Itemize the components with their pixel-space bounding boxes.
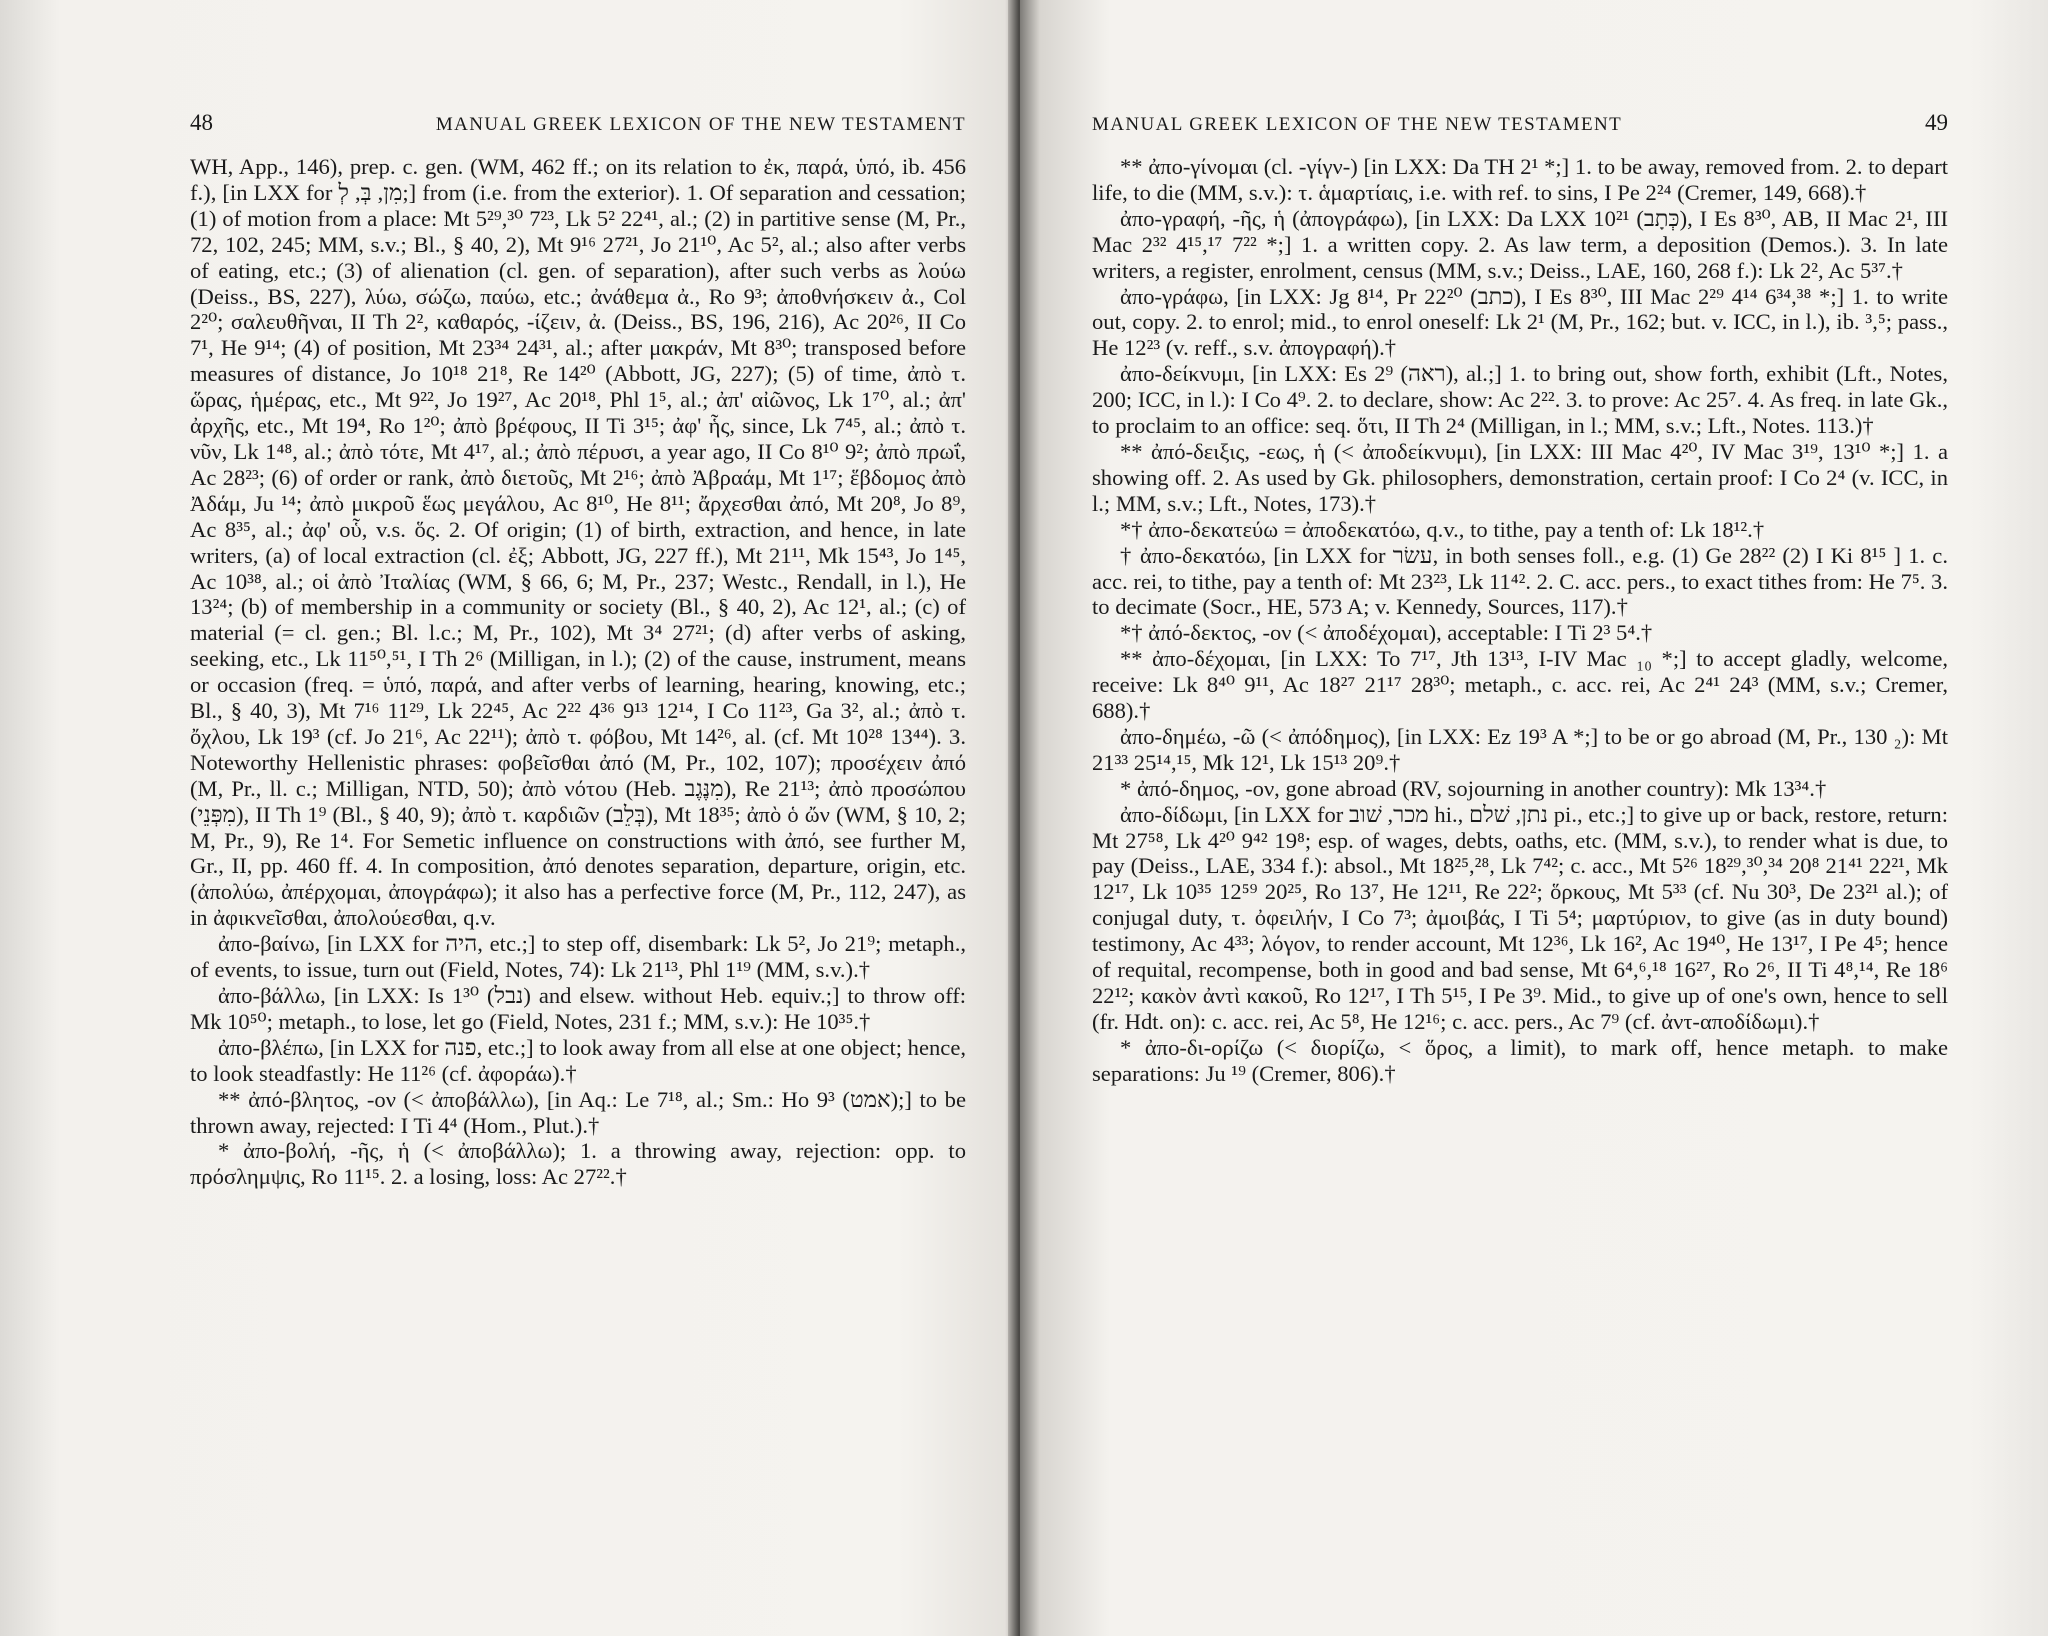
lexicon-entry: ἀπο-βαίνω, [in LXX for היה, etc.;] to step off, disembark: Lk 5², Jo 21⁹; metaph., of events, to issue, turn out (Field, Notes, 74): Lk 21¹³, Phl 1¹⁹ (MM, s.v.).† <box>190 931 966 983</box>
lexicon-entry: ἀπο-βλέπω, [in LXX for פנה, etc.;] to look away from all else at one object; hence, to look steadfastly: He 11²⁶ (cf. ἀφοράω).† <box>190 1034 966 1086</box>
right-body-text <box>1092 154 1948 1087</box>
lexicon-entry: * ἀπο-βολή, -ῆς, ἡ (< ἀποβάλλω); 1. a throwing away, rejection: opp. to πρόσλημψις, Ro 11¹⁵. 2. a losing, loss: Ac 27²².† <box>190 1138 966 1190</box>
lexicon-entry: ** ἀπό-δειξις, -εως, ἡ (< ἀποδείκνυμι), [in LXX: III Mac 4²⁰, IV Mac 3¹⁹, 13¹⁰ *;] 1. a showing off. 2. As used by Gk. philosophers, demonstration, certain proof: I Co 2⁴ (v. ICC, in l.; MM, s.v.; Lft., Notes, 173).† <box>1092 438 1948 516</box>
left-running-title: MANUAL GREEK LEXICON OF THE NEW TESTAMENT <box>435 114 966 135</box>
lexicon-entry: ἀπο-βάλλω, [in LXX: Is 1³⁰ (נבל) and elsew. without Heb. equiv.;] to throw off: Mk 10⁵⁰; metaph., to lose, let go (Field, Notes, 231 f.; MM, s.v.): He 10³⁵.† <box>190 983 966 1034</box>
right-running-title: MANUAL GREEK LEXICON OF THE NEW TESTAMENT <box>1092 114 1623 135</box>
lexicon-entry: WH, App., 146), prep. c. gen. (WM, 462 ff.; on its relation to ἐκ, παρά, ὑπό, ib. 456 f.), [in LXX for מִן, בְּ, לְ;] from (i.e. from the exterior). 1. Of separation and cessation; (1) of motion from a place: Mt 5²⁹,³⁰ 7²³, Lk 5² 22⁴¹, al.; (2) in partitive sense (M, Pr., 72, 102, 245; MM, s.v.; Bl., § 40, 2), Mt 9¹⁶ 27²¹, Jo 21¹⁰, Ac 5², al.; also after verbs of eating, etc.; (3) of alienation (cl. gen. of separation), after such verbs as λούω (Deiss., BS, 227), λύω, σώζω, παύω, etc.; ἀνάθεμα ἀ., Ro 9³; ἀποθνήσκειν ἀ., Col 2²⁰; σαλευθῆναι, II Th 2², καθαρός, -ίζειν, ἀ. (Deiss., BS, 196, 216), Ac 20²⁶, II Co 7¹, He 9¹⁴; (4) of position, Mt 23³⁴ 24³¹, al.; after μακράν, Mt 8³⁰; transposed before measures of distance, Jo 10¹⁸ 21⁸, Re 14²⁰ (Abbott, JG, 227); (5) of time, ἀπὸ τ. ὥρας, ἡμέρας, etc., Mt 9²², Jo 19²⁷, Ac 20¹⁸, Phl 1⁵, al.; ἀπ' αἰῶνος, Lk 1⁷⁰, al.; ἀπ' ἀρχῆς, etc., Mt 19⁴, Ro 1²⁰; ἀπὸ βρέφους, II Ti 3¹⁵; ἀφ' ἧς, since, Lk 7⁴⁵, al.; ἀπὸ τ. νῦν, Lk 1⁴⁸, al.; ἀπὸ τότε, Mt 4¹⁷, al.; ἀπὸ πέρυσι, a year ago, II Co 8¹⁰ 9²; ἀπὸ πρωΐ, Ac 28²³; (6) of order or rank, ἀπὸ διετοῦς, Mt 2¹⁶; ἀπὸ Ἀβραάμ, Mt 1¹⁷; ἕβδομος ἀπὸ Ἀδάμ, Ju ¹⁴; ἀπὸ μικροῦ ἕως μεγάλου, Ac 8¹⁰, He 8¹¹; ἄρχεσθαι ἀπό, Mt 20⁸, Jo 8⁹, Ac 8³⁵, al.; ἀφ' οὗ, v.s. ὅς. 2. Of origin; (1) of birth, extraction, and hence, in late writers, (a) of local extraction (cl. ἐξ; Abbott, JG, 227 ff.), Mt 21¹¹, Mk 15⁴³, Jo 1⁴⁵, Ac 10³⁸, al.; οἱ ἀπὸ Ἰταλίας (WM, § 66, 6; M, Pr., 237; Westc., Rendall, in l.), He 13²⁴; (b) of membership in a community or society (Bl., § 40, 2), Ac 12¹, al.; (c) of material (= cl. gen.; Bl. l.c.; M, Pr., 102), Mt 3⁴ 27²¹; (d) after verbs of asking, seeking, etc., Lk 11⁵⁰,⁵¹, I Th 2⁶ (Milligan, in l.); (2) of the cause, instrument, means or occasion (freq. = ὑπό, παρά, and after verbs of learning, hearing, knowing, etc.; Bl., § 40, 3), Mt 7¹⁶ 11²⁹, Lk 22⁴⁵, Ac 2²² 4³⁶ 9¹³ 12¹⁴, I Co 11²³, Ga 3², al.; ἀπὸ τ. ὄχλου, Lk 19³ (cf. Jo 21⁶, Ac 22¹¹); ἀπὸ τ. φόβου, Mt 14²⁶, al. (cf. Mt 10²⁸ 13⁴⁴). 3. Noteworthy Hellenistic phrases: φοβεῖσθαι ἀπό (M, Pr., 102, 107); προσέχειν ἀπό (M, Pr., ll. c.; Milligan, NTD, 50); ἀπὸ νότου (Heb. מִנֶּגֶב), Re 21¹³; ἀπὸ προσώπου (מִפְּנֵי), II Th 1⁹ (Bl., § 40, 9); ἀπὸ τ. καρδιῶν (בְּלֵב), Mt 18³⁵; ἀπὸ ὁ ὤν (WM, § 10, 2; M, Pr., 9), Re 1⁴. For Semetic influence on constructions with ἀπό, see further M, Gr., II, pp. 460 ff. 4. In composition, ἀπό denotes separation, departure, origin, etc. (ἀπολύω, ἀπέρχομαι, ἀπογράφω); it also has a perfective force (M, Pr., 112, 247), as in ἀφικνεῖσθαι, ἀπολούεσθαι, q.v. <box>190 154 966 931</box>
lexicon-entry: *† ἀπο-δεκατεύω = ἀποδεκατόω, q.v., to tithe, pay a tenth of: Lk 18¹².† <box>1120 516 1765 542</box>
right-page <box>1020 0 2048 1636</box>
right-running-head <box>1092 110 1948 136</box>
left-body-text <box>190 154 966 1190</box>
lexicon-entry: ** ἀπό-βλητος, -ον (< ἀποβάλλω), [in Aq.: Le 7¹⁸, al.; Sm.: Ho 9³ (אמט);] to be thrown away, rejected: I Ti 4⁴ (Hom., Plut.).† <box>190 1086 966 1138</box>
lexicon-entry: ἀπο-δημέω, -ῶ (< ἀπόδημος), [in LXX: Ez 19³ A *;] to be or go abroad (M, Pr., 130 ₂): Mt 21³³ 25¹⁴,¹⁵, Mk 12¹, Lk 15¹³ 20⁹.† <box>1092 723 1948 775</box>
lexicon-entry: * ἀπό-δημος, -ον, gone abroad (RV, sojourning in another country): Mk 13³⁴.† <box>1120 775 1827 801</box>
lexicon-entry: ἀπο-γραφή, -ῆς, ἡ (ἀπογράφω), [in LXX: Da LXX 10²¹ (כְּתָב), I Es 8³⁰, AB, II Mac 2¹, III Mac 2³² 4¹⁵,¹⁷ 7²² *;] 1. a written copy. 2. As law term, a deposition (Demos.). 3. In late writers, a register, enrolment, census (MM, s.v.; Deiss., LAE, 160, 268 f.): Lk 2², Ac 5³⁷.† <box>1092 205 1948 283</box>
lexicon-entry: ἀπο-δίδωμι, [in LXX for מכר, שׁוב hi., נתן, שׁלם pi., etc.;] to give up or back, restore, return: Mt 27⁵⁸, Lk 4²⁰ 9⁴² 19⁸; esp. of wages, debts, oaths, etc. (MM, s.v.), to render what is due, to pay (Deiss., LAE, 334 f.): absol., Mt 18²⁵,²⁸, Lk 7⁴²; c. acc., Mt 5²⁶ 18²⁹,³⁰,³⁴ 20⁸ 21⁴¹ 22²¹, Mk 12¹⁷, Lk 10³⁵ 12⁵⁹ 20²⁵, Ro 13⁷, He 12¹¹, Re 22²; ὅρκους, Mt 5³³ (cf. Nu 30³, De 23²¹ al.); of conjugal duty, τ. ὀφειλήν, I Co 7³; ἀμοιβάς, I Ti 5⁴; μαρτύριον, to give (as in duty bound) testimony, Ac 4³³; λόγον, to render account, Mt 12³⁶, Lk 16², Ac 19⁴⁰, He 13¹⁷, I Pe 4⁵; hence of requital, recompense, both in good and bad sense, Mt 6⁴,⁶,¹⁸ 16²⁷, Ro 2⁶, II Ti 4⁸,¹⁴, Re 18⁶ 22¹²; κακὸν ἀντὶ κακοῦ, Ro 12¹⁷, I Th 5¹⁵, I Pe 3⁹. Mid., to give up of one's own, hence to sell (fr. Hdt. on): c. acc. rei, Ac 5⁸, He 12¹⁶; c. acc. pers., Ac 7⁹ (cf. ἀντ-αποδίδωμι).† <box>1092 801 1948 1034</box>
lexicon-entry: ἀπο-γράφω, [in LXX: Jg 8¹⁴, Pr 22²⁰ (כתב), I Es 8³⁰, III Mac 2²⁹ 4¹⁴ 6³⁴,³⁸ *;] 1. to write out, copy. 2. to enrol; mid., to enrol oneself: Lk 2¹ (M, Pr., 162; but. v. ICC, in l.), ib. ³,⁵; pass., He 12²³ (v. reff., s.v. ἀπογραφή).† <box>1092 283 1948 361</box>
lexicon-entry: ** ἀπο-δέχομαι, [in LXX: To 7¹⁷, Jth 13¹³, I-IV Mac ₁₀ *;] to accept gladly, welcome, receive: Lk 8⁴⁰ 9¹¹, Ac 18²⁷ 21¹⁷ 28³⁰; metaph., c. acc. rei, Ac 2⁴¹ 24³ (MM, s.v.; Cremer, 688).† <box>1092 646 1948 724</box>
right-page-number: 49 <box>1925 110 1948 135</box>
lexicon-entry: *† ἀπό-δεκτος, -ον (< ἀποδέχομαι), acceptable: I Ti 2³ 5⁴.† <box>1120 620 1653 646</box>
lexicon-entry: † ἀπο-δεκατόω, [in LXX for עשׂר, in both senses foll., e.g. (1) Ge 28²² (2) I Ki 8¹⁵ ] 1. c. acc. rei, to tithe, pay a tenth of: Mt 23²³, Lk 11⁴². 2. C. acc. pers., to exact tithes from: He 7⁵. 3. to decimate (Socr., HE, 573 A; v. Kennedy, Sources, 117).† <box>1092 542 1948 620</box>
lexicon-entry: ἀπο-δείκνυμι, [in LXX: Es 2⁹ (ראה), al.;] 1. to bring out, show forth, exhibit (Lft., Notes, 200; ICC, in l.): I Co 4⁹. 2. to declare, show: Ac 2²². 3. to prove: Ac 25⁷. 4. As freq. in late Gk., to proclaim to an office: seq. ὅτι, II Th 2⁴ (Milligan, in l.; MM, s.v.; Lft., Notes. 113.)† <box>1092 361 1948 439</box>
lexicon-entry: * ἀπο-δι-ορίζω (< διορίζω, < ὅρος, a limit), to mark off, hence metaph. to make separations: Ju ¹⁹ (Cremer, 806).† <box>1092 1034 1948 1086</box>
left-running-head <box>190 110 966 136</box>
left-page <box>0 0 1020 1636</box>
lexicon-entry: ** ἀπο-γίνομαι (cl. -γίγν-) [in LXX: Da TH 2¹ *;] 1. to be away, removed from. 2. to depart life, to die (MM, s.v.): τ. ἁμαρτίαις, i.e. with ref. to sins, I Pe 2²⁴ (Cremer, 149, 668).† <box>1092 154 1948 205</box>
left-page-number: 48 <box>190 110 213 135</box>
